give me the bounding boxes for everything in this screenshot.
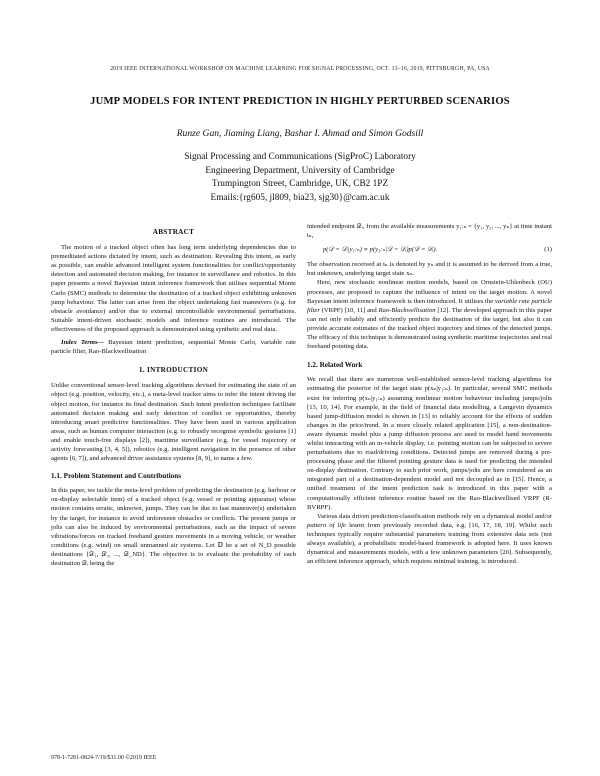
author-list: Runze Gan, Jiaming Liang, Bashar I. Ahmad and Simon Godsill [176, 128, 424, 139]
contribution-text-b: (VRPF) [10, 11] and [319, 306, 379, 314]
introduction-text: Unlike conventional sensor-level tracking algorithms devised for estimating the state of an object (e.g. position, velocity, etc.), a meta-level tracker aims to infer the intent driving the object motion, for instance its final destination. Such intent prediction techniques facilitate automated decision making and early detection of conflict or opportunities, thereby introducing smart predictive functionalities. They have been used in various application areas, such as human computer interaction (e.g. to robustly recognise symbolic gestures [1] and enable touch-free displays [2]), maritime surveillance (e.g. for vessel trajectory or activity forecasting [3, 4, 5]), robotics (e.g. intelligent navigation in the presence of other agents [6, 7]), and advanced driver assistance systems [8, 9], to name a few. [51, 382, 296, 463]
equation-1 [307, 245, 552, 254]
paper-title: JUMP MODELS FOR INTENT PREDICTION IN HIGHLY PERTURBED SCENARIOS [90, 96, 510, 107]
affiliation-emails: Emails:{rg605, jl809, bia23, sjg30}@cam.ac.uk [210, 192, 390, 203]
contribution-text-c: [12]. The developed approach in this paper can not only reliably and efficiently predicts the destination of the target, but also it can provide accurate estimates of the tracked object trajectory and times of the detected jumps. The efficacy of this technique is demonstrated using synthetic maritime trajectories and real freehand pointing data. [307, 306, 552, 351]
related-work-paragraph-2 [307, 512, 552, 567]
related-work-heading: 1.2. Related Work [307, 361, 363, 370]
related-work-paragraph-1: We recall that there are numerous well-established sensor-level tracking algorithms for estimating the posterior of the target state p(xₙ|y₁:ₙ). In particular, several SMC methods exist for inferring p(xₙ|y₁:ₙ) assuming nonlinear motion behaviour including jumps/jolts [13, 10, 14]. For example, in the field of financial data modelling, a Langevin dynamics based jump-diffusion model is shown in [13] to reliably account for the effects of sudden changes in the price/trend. In a more closely related application [15], a non-destination-aware dynamic model plus a jump diffusion process are used to model hand movements whilst interacting with an in-vehicle display, i.e. pointing motion can be subjected to severe perturbations due to road/driving conditions. Detected jumps are removed during a pre-processing phase and the filtered pointing gesture data is used for predicting the intended on-display destination. Contrary to such prior work, jumps/jolts are here considered as an integrated part of a destination-dependent model and not decoupled as in [15]. Hence, a unified treatment of the intent prediction task is introduced in this paper with a computationally efficient inference routine based on the Rao-Blackwellised VRPF (R-BVRPF). [307, 376, 552, 511]
affiliation-address: Trumpington Street, Cambridge, UK, CB2 1PZ [211, 179, 389, 190]
contribution-emphasis-vrpf: variable rate particle filter [307, 297, 552, 314]
equation-number: (1) [544, 246, 552, 254]
affiliation-department: Engineering Department, University of Cambridge [205, 165, 395, 176]
equation-body: p(𝒟 = 𝒟ᵢ|y₁:ₙ) ∝ p(y₁:ₙ|𝒟 = 𝒟ᵢ)p(𝒟 = 𝒟ᵢ). [323, 246, 438, 254]
affiliation-block [0, 151, 600, 205]
related-text-b: learnt from previously recorded data, e.g. [16, 17, 18, 19]. Whilst such techniques typically require substantial parameters training from extensive data sets (not always available), a probabilistic model-based framework is adopted here. It uses known dynamical and measurements models, with a few unknown parameters [20]. Subsequently, an efficient inference approach, which requires minimal training, is introduced. [307, 521, 552, 566]
related-text-a: Various data driven prediction-classification methods rely on a dynamical model and/or [317, 512, 552, 520]
right-column [307, 222, 552, 566]
problem-statement-heading: 1.1. Problem Statement and Contributions [51, 472, 182, 481]
contribution-emphasis-rb: Rao-Blackwellisation [378, 306, 436, 314]
related-emphasis: pattern of life [307, 521, 346, 529]
conference-header: 2019 IEEE INTERNATIONAL WORKSHOP ON MACHINE LEARNING FOR SIGNAL PROCESSING, OCT. 13–16, 2019, PITTSBURGH, PA, USA [110, 66, 490, 72]
problem-statement-text: In this paper, we tackle the meta-level problem of predicting the destination (e.g. harbour or on-display selectable item) of a tracked object (e.g. vessel or pointing apparatus) whose motion contains erratic, unknown, jumps. They can be due to fast maneuver(s) undertaken by the target, for instance to avoid unforeseen obstacles or conflicts. The present jumps or jolts can also be induced by environmental perturbations, such as the impact of severe vibrations/forces on tracked freehand gesture movements in a moving vehicle, or weather conditions (e.g. wind) on small unmanned air systems. Let 𝔻 be a set of N_D possible destinations {𝒟₁, 𝒟₂, ..., 𝒟_ND}. The objective is to evaluate the probability of each destination 𝒟ᵢ being the [51, 487, 296, 567]
contribution-text-a: Here, new stochastic nonlinear motion models, based on Ornstein-Uhlenbeck (OU) processes, are proposed to capture the influence of intent on the target motion. A novel Bayesian intent inference framework is then introduced. It utilises the [307, 279, 552, 305]
index-terms-text: Bayesian intent prediction, sequential Monte Carlo, variable rate particle filter, Rao-Blackwellisation [51, 339, 296, 356]
abstract-text: The motion of a tracked object often has long term underlying dependencies due to premeditated actions dictated by intent, such as destination. Revealing this intent, as early as possible, can enable advanced intelligent system functionalities for conflict/opportunity detection and automated decision making, for instance in surveillance and robotics. In this paper presents a novel Bayesian intent inference framework that utilises sequential Monte Carlo (SMC) methods to determine the destination of a tracked object exhibiting unknown jump behaviour. The latter can arise from the object undertaking fast maneuvers (e.g. for obstacle avoidance) and/or due to external uncontrollable environmental perturbations. Suitable intent-driven stochastic models and inference routines are introduced. The effectiveness of the proposed approach is demonstrated using synthetic and real data. [51, 244, 296, 333]
left-column [51, 228, 296, 568]
index-terms-label: Index Terms— [61, 339, 105, 347]
index-terms [51, 338, 296, 356]
introduction-heading: 1. INTRODUCTION [138, 366, 209, 375]
contribution-paragraph [307, 278, 552, 351]
intro-continuation: intended endpoint 𝒟ᵢ, from the available measurements y₁:ₙ = {y₁, y₂, ..., yₙ} at time instant tₙ, [307, 223, 552, 240]
copyright-footer: 978-1-7281-0824-7/19/$31.00 ©2019 IEEE [51, 755, 157, 761]
observation-paragraph: The observation received at tₙ is denoted by yₙ and it is assumed to be derived from a true, but unknown, underlying target state xₙ. [307, 261, 552, 278]
affiliation-lab: Signal Processing and Communications (SigProC) Laboratory [184, 152, 416, 162]
abstract-heading: ABSTRACT [152, 228, 195, 236]
